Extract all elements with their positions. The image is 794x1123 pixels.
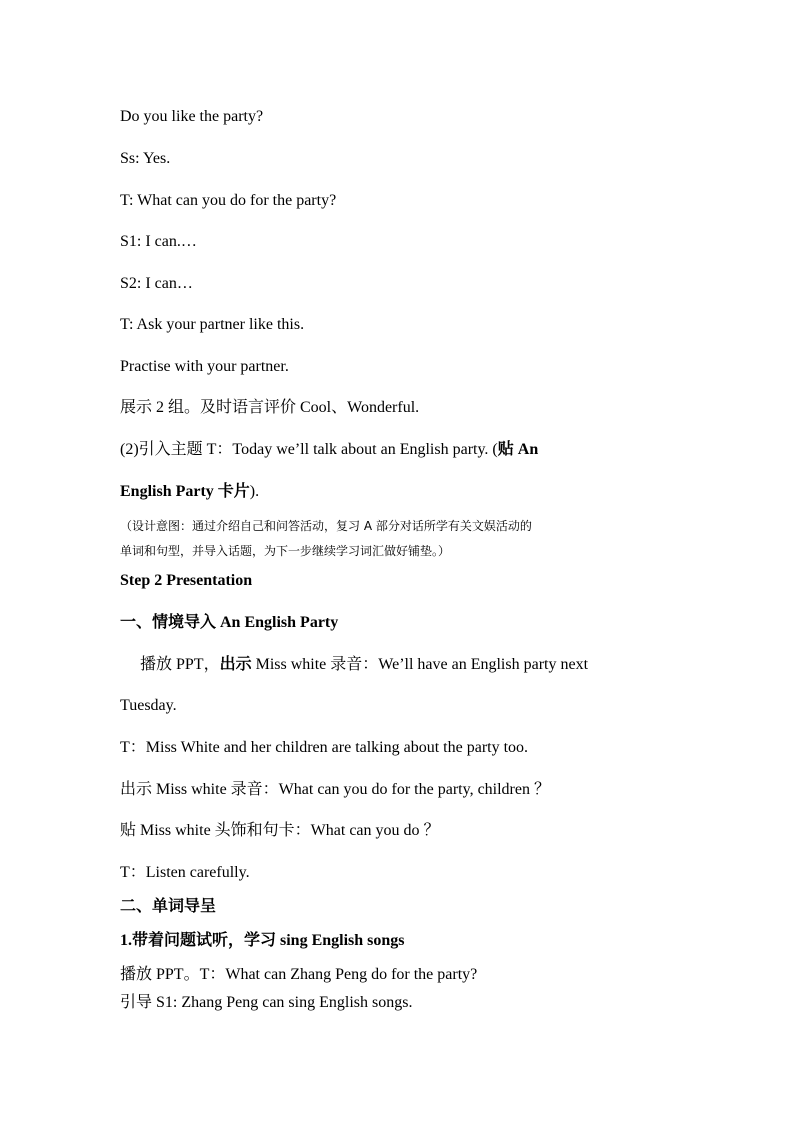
text-line: Ss: Yes. — [120, 150, 171, 167]
text-line: T：Miss White and her children are talking about the party too. — [120, 739, 529, 756]
text-line: 出示 Miss white 录音：What can you do for the party, children ？ — [120, 781, 550, 798]
bold-span: 贴 An — [497, 441, 539, 458]
design-note-line: 单词和句型，并导入话题，为下一步继续学习词汇做好铺垫。） — [120, 544, 451, 558]
text-line: 展示 2 组。及时语言评价 Cool、Wonderful. — [120, 399, 420, 416]
text-line: T: Ask your partner like this. — [120, 316, 305, 333]
sub-heading: 1.带着问题试听，学习 sing English songs — [120, 932, 405, 949]
design-note-line: （设计意图：通过介绍自己和问答活动，复习 A 部分对话所学有关文娱活动的 — [120, 519, 532, 533]
text-line — [120, 440, 538, 460]
text-line: Tuesday. — [120, 697, 177, 714]
section-heading: 一、情境导入 An English Party — [120, 614, 339, 631]
text-span: ). — [249, 483, 260, 500]
text-span: (2)引入主题 T：Today we’ll talk about an English party. ( — [120, 441, 498, 458]
text-span: 播放 PPT， — [140, 656, 220, 673]
text-span: Miss white 录音：We’ll have an English party next — [251, 656, 589, 673]
section-heading: Step 2 Presentation — [120, 572, 253, 589]
text-line: Practise with your partner. — [120, 358, 289, 375]
text-line: 贴 Miss white 头饰和句卡：What can you do ？ — [120, 822, 440, 839]
section-heading: 二、单词导呈 — [120, 898, 217, 915]
text-line: S2: I can… — [120, 275, 193, 292]
text-line — [120, 482, 259, 502]
text-line: 引导 S1: Zhang Peng can sing English songs. — [120, 994, 413, 1011]
text-line: T: What can you do for the party? — [120, 192, 337, 209]
bold-span: English Party 卡片 — [120, 483, 250, 500]
text-line: T：Listen carefully. — [120, 864, 250, 881]
text-line — [140, 655, 588, 675]
text-line: Do you like the party? — [120, 108, 264, 125]
bold-span: 出示 — [219, 656, 252, 673]
text-line: 播放 PPT。T：What can Zhang Peng do for the party? — [120, 966, 478, 983]
text-line: S1: I can.… — [120, 233, 197, 250]
